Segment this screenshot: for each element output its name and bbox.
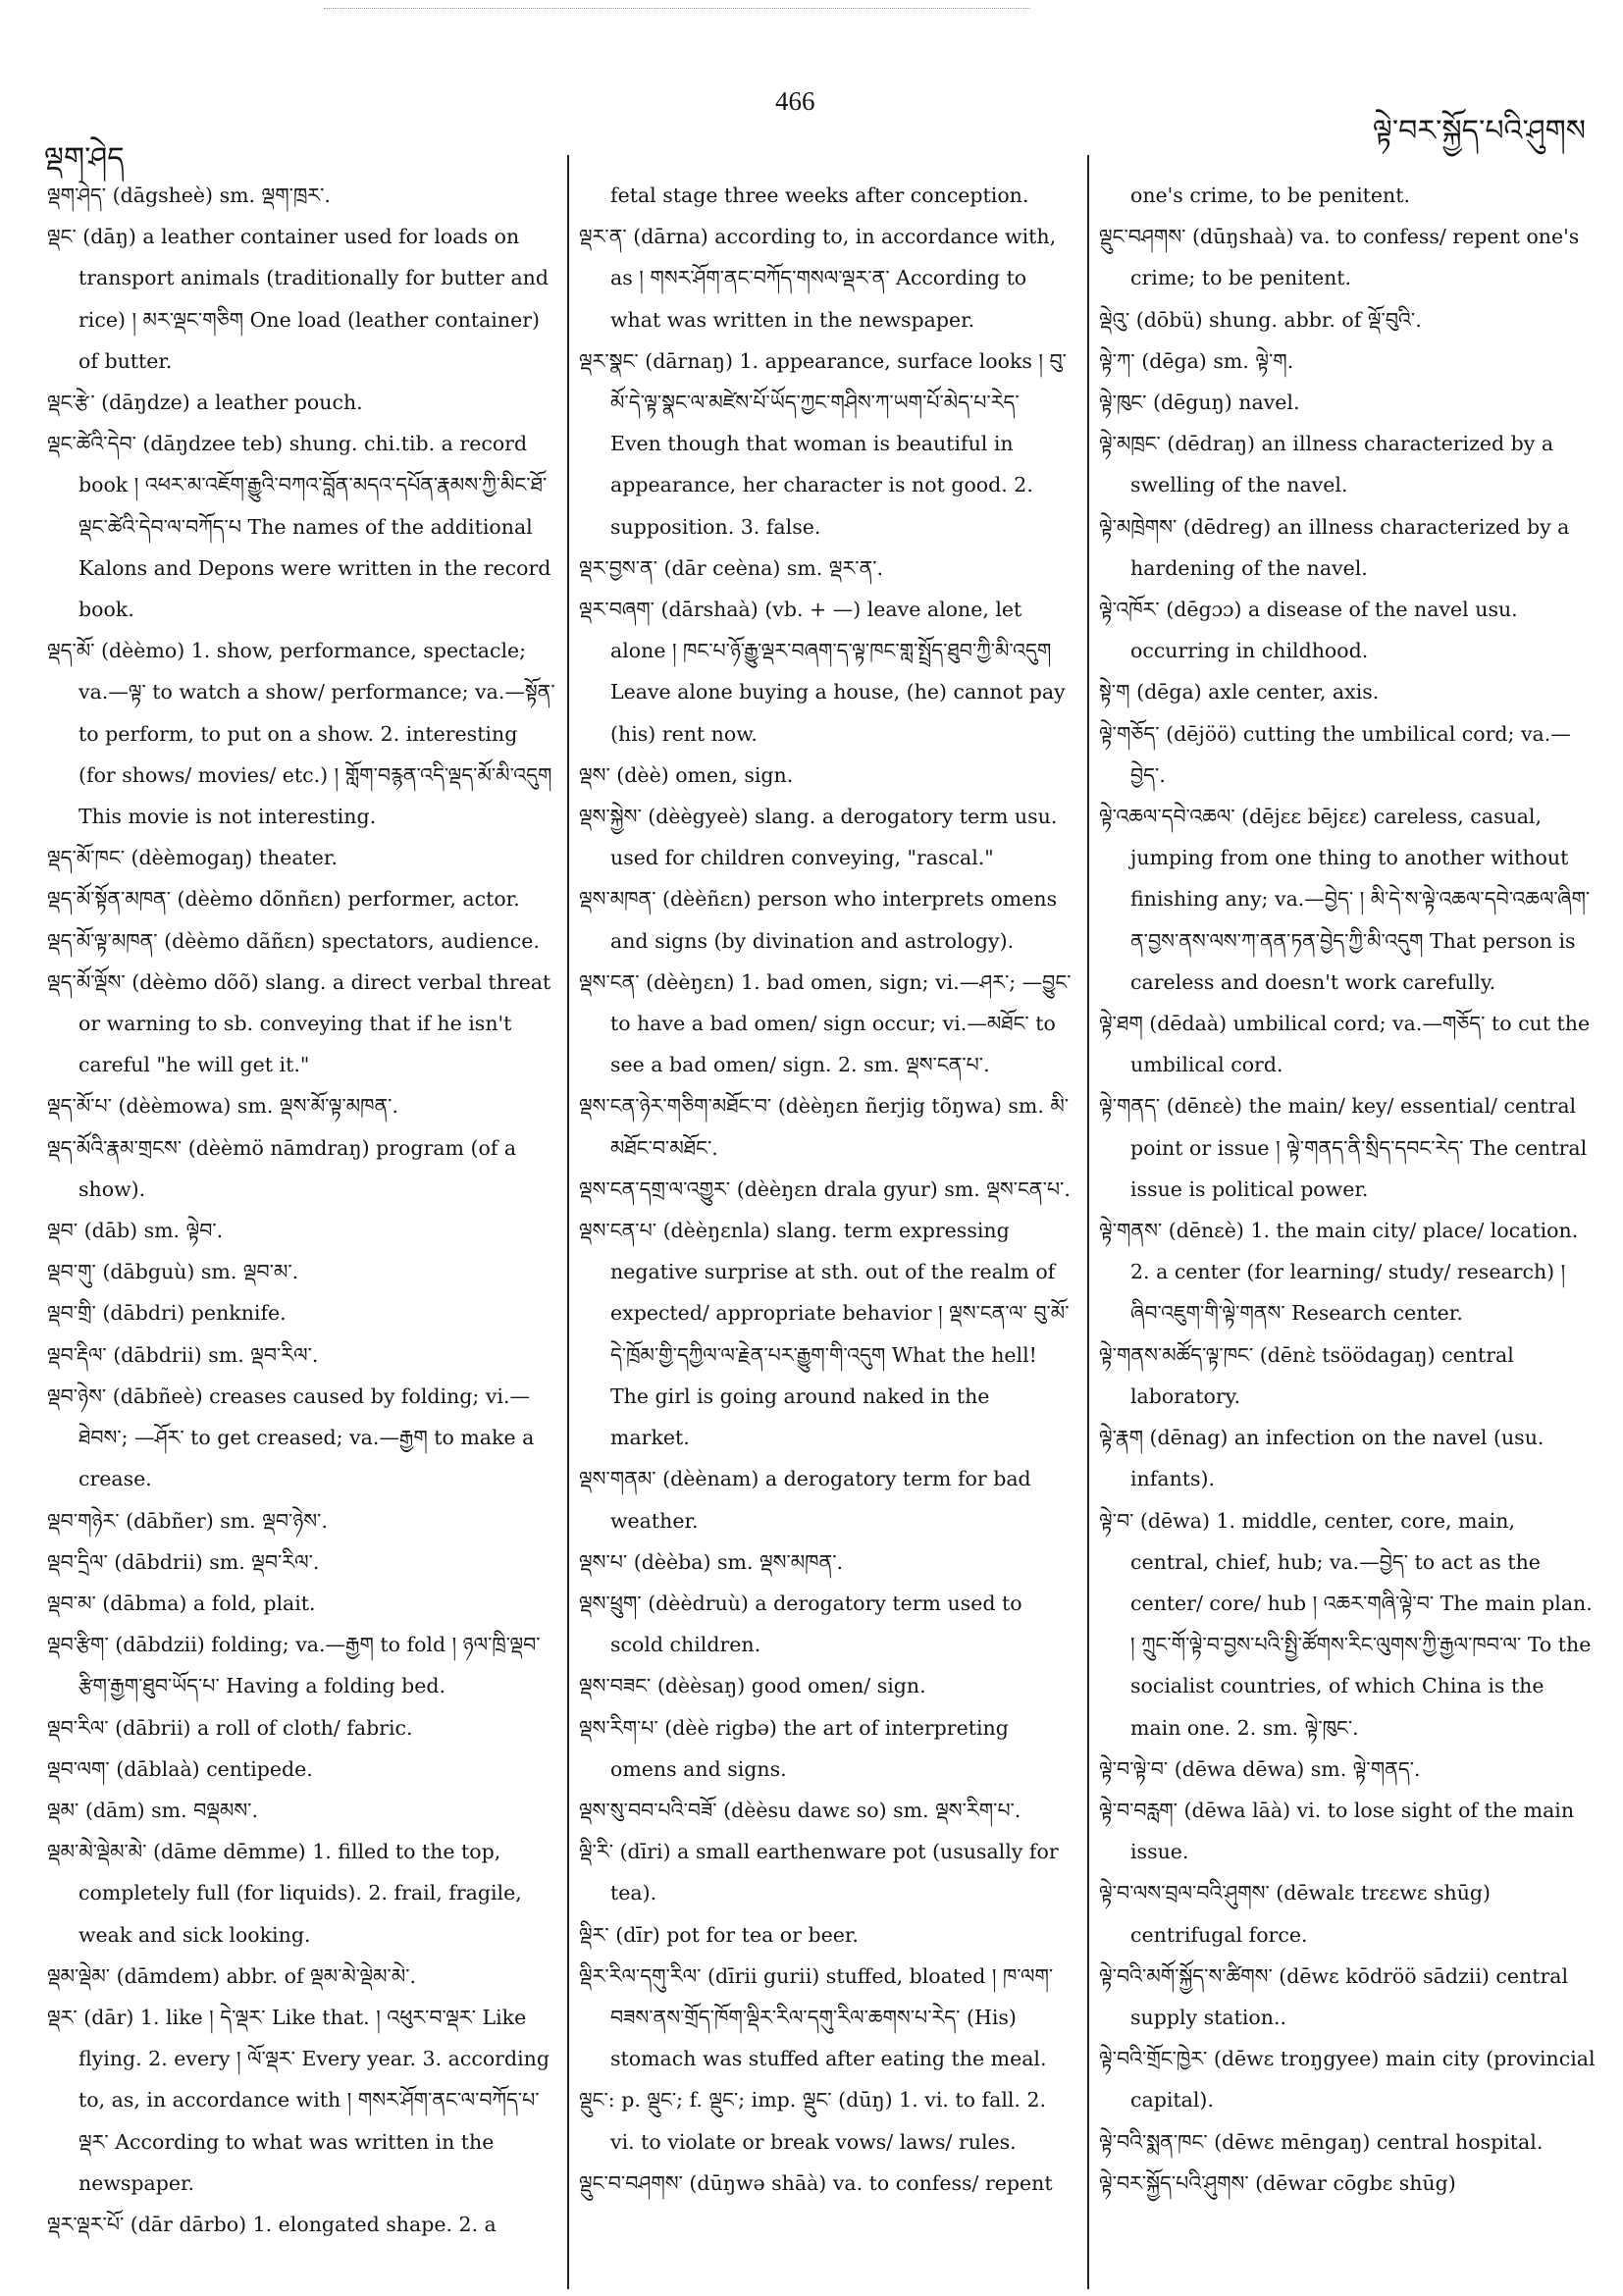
dictionary-entry: ལྟེ་བ་ལྟེ་བ་ (dēwa dēwa) sm. ལྟེ་གནད་. bbox=[1099, 1756, 1421, 1781]
dictionary-entry: ལྡུང་: p. ལྡུང་; f. ལྡུང་; imp. ལྡུང་ (dūŋ) 1. vi. to fall. 2. vi. to violate or break vows/ laws/ rules. bbox=[579, 2088, 1047, 2154]
entry-continuation: fetal stage three weeks after conception. bbox=[610, 183, 1029, 207]
dictionary-entry: ལྡབ་གྲི་ (dābdri) penknife. bbox=[47, 1301, 287, 1326]
dictionary-entry: ལྟེ་མཁྲང་ (dēdraŋ) an illness characterized by a swelling of the navel. bbox=[1099, 432, 1554, 497]
dictionary-entry: ལྡི་རི་ (dīri) a small earthenware pot (ususally for tea). bbox=[579, 1840, 1059, 1905]
dictionary-entry: ལྡང་རྩེ་ (dāŋdze) a leather pouch. bbox=[47, 391, 363, 415]
dictionary-entry: ལྡས་ཕྲུག་ (dèèdruù) a derogatory term used to scold children. bbox=[579, 1591, 1022, 1657]
dictionary-entry: ལྟེ་གཅོད་ (dējöö) cutting the umbilical cord; va.— བྱེད་. bbox=[1099, 721, 1571, 787]
dictionary-entry: ལྡབ་ལག་ (dāblaà) centipede. bbox=[47, 1756, 313, 1781]
dictionary-entry: ལྡར་ལྡར་པོ་ (dār dārbo) 1. elongated shape. 2. a bbox=[47, 2212, 497, 2236]
dictionary-entry: ལྡར་སྣང་ (dārnaŋ) 1. appearance, surface looks ། བུ་མོ་དེ་ལྟ་སྣང་ལ་མཛེས་པོ་ཡོད་ཀྱང་གཤིས་ཀ་ཡག་པོ་མེད་པ་རེད་ Even though that woman is beautiful in appearance, her character is not good. 2. supposition. 3. false. bbox=[579, 348, 1067, 539]
column-divider-1 bbox=[567, 155, 569, 2289]
dictionary-entry: ལྡུང་བཤགས་ (dūŋshaà) va. to confess/ repent one's crime; to be penitent. bbox=[1099, 225, 1580, 290]
dictionary-entry: ལྡག་ཤེད་ (dāgsheè) sm. ལྡག་ཁྲར་. bbox=[47, 183, 331, 207]
column-right bbox=[1099, 175, 1599, 2204]
dictionary-entry: ལྟེ་འཆལ་དབེ་འཆལ་ (dējɛɛ bējɛɛ) careless, casual, jumping from one thing to another without finishing any; va.—བྱེད་ ། མི་དེ་ས་ལྟེ་འཆལ་དབེ་འཆལ་ཞིག་ན་བྱས་ནས་ལས་ཀ་ནན་ཏན་བྱེད་ཀྱི་མི་འདུག That person is careless and doesn't work carefully. bbox=[1099, 805, 1591, 994]
dictionary-entry: ལྟེ་བར་སྐྱོད་པའི་ཤུགས་ (dēwar cōgbɛ shūg) bbox=[1099, 2170, 1456, 2195]
dictionary-entry: ལྡས་མཁན་ (dèèñɛn) person who interprets omens and signs (by divination and astrology). bbox=[579, 887, 1058, 953]
dictionary-entry: ལྡེའུ་ (dōbü) shung. abbr. of ལྡོ་བུའི་. bbox=[1099, 307, 1422, 332]
dictionary-entry: ལྡབ་རྩིག་ (dābdzii) folding; va.—རྒྱག to fold ། ཉལ་ཁྲི་ལྡབ་རྩིག་རྒྱག་ཐུབ་ཡོད་པ་ Having a folding bed. bbox=[47, 1633, 541, 1698]
dictionary-entry: ལྡར་ (dār) 1. like ། དེ་ལྡར་ Like that. ། འཕུར་བ་ལྡར་ Like flying. 2. every ། ལོ་ལྡར་ Every year. 3. according to, as, in accordance with ། གསར་ཤོག་ནང་ལ་བཀོད་པ་ལྡར་ According to what was written in the newspaper. bbox=[47, 2005, 550, 2195]
dictionary-entry: ལྟེ་ཐག (dēdaà) umbilical cord; va.—གཅོད་ to cut the umbilical cord. bbox=[1099, 1012, 1591, 1077]
dictionary-entry: ལྟེ་བའི་མགོ་སྐྱོད་ས་ཚིགས་ (dēwɛ kōdröö sādzii) central supply station.. bbox=[1099, 1963, 1569, 2029]
dictionary-entry: ལྡས་ (dèè) omen, sign. bbox=[579, 762, 794, 787]
top-dotted-rule bbox=[324, 8, 1030, 9]
dictionary-entry: ལྡས་བཟང་ (dèèsaŋ) good omen/ sign. bbox=[579, 1674, 926, 1698]
dictionary-entry: ལྟེ་ཁུང་ (dēguŋ) navel. bbox=[1099, 391, 1300, 415]
dictionary-entry: ལྡབ་ཉེས་ (dābñeè) creases caused by folding; vi.—ཐེབས་; —ཤོར་ to get creased; va.—རྒྱག to make a crease. bbox=[47, 1383, 535, 1491]
dictionary-entry: ལྡད་མོ་ལྡོས་ (dèèmo dõõ) slang. a direct verbal threat or warning to sb. conveying that if he isn't careful "he will get it." bbox=[47, 969, 551, 1077]
dictionary-entry: ལྡད་མོའི་རྣམ་གྲངས་ (dèèmö nāmdraŋ) program (of a show). bbox=[47, 1135, 517, 1201]
dictionary-entry: ལྡར་ན་ (dārna) according to, in accordance with, as ། གསར་ཤོག་ནང་བཀོད་གསལ་ལྡར་ན་ According to what was written in the newspaper. bbox=[579, 225, 1057, 332]
dictionary-entry: ལྟེ་རྣག (dēnag) an infection on the navel (usu. infants). bbox=[1099, 1426, 1544, 1491]
dictionary-entry: ལྡམ་ (dām) sm. བལྡམས་. bbox=[47, 1798, 258, 1822]
dictionary-entry: ལྟེ་བ་ལས་བྲལ་བའི་ཤུགས་ (dēwalɛ trɛɛwɛ shūg) centrifugal force. bbox=[1099, 1881, 1492, 1947]
dictionary-entry: ལྡས་གནམ་ (dèènam) a derogatory term for bad weather. bbox=[579, 1467, 1031, 1533]
dictionary-entry: ལྟེ་མཁྲེགས་ (dēdreg) an illness characterized by a hardening of the navel. bbox=[1099, 514, 1570, 580]
dictionary-entry: ལྟེ་བ་བརླག་ (dēwa lāà) vi. to lose sight of the main issue. bbox=[1099, 1798, 1575, 1864]
dictionary-entry: ལྡར་བཞག་ (dārshaà) (vb. + —) leave alone, let alone ། ཁང་པ་ཉོ་རྒྱུ་ལྡར་བཞག་ད་ལྟ་ཁང་གླ་སྤྲོད་ཐུབ་ཀྱི་མི་འདུག Leave alone buying a house, (he) cannot pay (his) rent now. bbox=[579, 598, 1066, 746]
dictionary-entry: ལྡམ་ལྡེམ་ (dāmdem) abbr. of ལྡམ་མེ་ལྡེམ་མེ་. bbox=[47, 1963, 417, 1988]
column-left bbox=[47, 175, 557, 2245]
dictionary-entry: ལྡང་ཚེའི་དེབ་ (dāŋdzee teb) shung. chi.tib. a record book ། འཕར་མ་འཇོག་རྒྱུའི་བཀའ་བློན་མདའ་དཔོན་རྣམས་ཀྱི་མིང་ཐོ་ལྡང་ཚེའི་དེབ་ལ་བཀོད་པ The names of the additional Kalons and Depons were written in the record book. bbox=[47, 432, 551, 622]
dictionary-entry: ལྡབ་ (dāb) sm. ལྟེབ་. bbox=[47, 1219, 224, 1243]
dictionary-entry: ལྟེ་ཀ་ (dēga) sm. ལྟེ་ག. bbox=[1099, 348, 1294, 373]
dictionary-entry: ལྡབ་མ་ (dābma) a fold, plait. bbox=[47, 1591, 316, 1615]
dictionary-entry: ལྟེ་འཁོར་ (dēgɔɔ) a disease of the navel usu. occurring in childhood. bbox=[1099, 598, 1518, 663]
dictionary-entry: ལྡར་བྱས་ན་ (dār ceèna) sm. ལྡར་ན་. bbox=[579, 555, 884, 580]
dictionary-entry: ལྡུང་བ་བཤགས་ (dūŋwə shāà) va. to confess/ repent bbox=[579, 2170, 1053, 2195]
dictionary-entry: ལྡད་མོ་པ་ (dèèmowa) sm. ལྡས་མོ་ལྟ་མཁན་. bbox=[47, 1094, 398, 1119]
dictionary-entry: ལྟེ་བའི་སྨན་ཁང་ (dēwɛ mēngaŋ) central hospital. bbox=[1099, 2129, 1544, 2154]
dictionary-entry: ལྡས་ངན་ཉེར་གཅིག་མཐོང་བ་ (dèèŋɛn ñerjig tõŋwa) sm. མི་མཐོང་བ་མཐོང་. bbox=[579, 1094, 1070, 1160]
dictionary-entry: ལྟེ་གནས་ (dēnɛè) 1. the main city/ place/ location. 2. a center (for learning/ study/ research) ། ཞིབ་འཇུག་གི་ལྟེ་གནས་ Research center. bbox=[1099, 1219, 1579, 1326]
dictionary-entry: ལྡད་མོ་ (dèèmo) 1. show, performance, spectacle; va.—ལྟ་ to watch a show/ performance; va.—སྟོན་ to perform, to put on a show. 2. interesting (for shows/ movies/ etc.) ། གློག་བརྙན་འདི་ལྡད་མོ་མི་འདུག This movie is not interesting. bbox=[47, 639, 555, 829]
dictionary-entry: ལྟེ་གནད་ (dēnɛè) the main/ key/ essential/ central point or issue ། ལྟེ་གནད་ནི་སྲིད་དབང་རེད་ The central issue is political power. bbox=[1099, 1094, 1588, 1201]
dictionary-entry: ལྡབ་གུ་ (dābguù) sm. ལྡབ་མ་. bbox=[47, 1260, 299, 1284]
entry-continuation: one's crime, to be penitent. bbox=[1130, 183, 1410, 207]
column-divider-2 bbox=[1087, 155, 1089, 2289]
left-guide-word: ལྡག་ཤེད bbox=[44, 141, 125, 176]
right-guide-word: ལྟེ་བར་སྐྱོད་པའི་ཤུགས bbox=[1372, 114, 1586, 148]
dictionary-entry: ལྡས་ངན་པ་ (dèèŋɛnla) slang. term expressing negative surprise at sth. out of the realm of expected/ appropriate behavior ། ལྡས་ངན་ལ་ བུ་མོ་དེ་ཁྲོམ་གྱི་དཀྱིལ་ལ་རྗེན་པར་རྒྱུག་གི་འདུག What the hell! The girl is going around naked in the market. bbox=[579, 1219, 1070, 1450]
dictionary-entry: ལྡབ་རྡིལ་ (dābdrii) sm. ལྡབ་རིལ་. bbox=[47, 1342, 319, 1367]
dictionary-entry: ལྡད་མོ་ཁང་ (dèèmogaŋ) theater. bbox=[47, 846, 338, 870]
dictionary-entry: ལྡིར་ (dīr) pot for tea or beer. bbox=[579, 1922, 859, 1947]
dictionary-entry: ལྡམ་མེ་ལྡེམ་མེ་ (dāme dēmme) 1. filled to the top, completely full (for liquids). 2. frail, fragile, weak and sick looking. bbox=[47, 1840, 522, 1947]
dictionary-entry: ལྟེ་བའི་གྲོང་ཁྱེར་ (dēwɛ troŋgyee) main city (provincial capital). bbox=[1099, 2047, 1596, 2113]
dictionary-entry: ལྡས་ངན་དགྲ་ལ་འགྱུར་ (dèèŋɛn drala gyur) sm. ལྡས་ངན་པ་. bbox=[579, 1176, 1071, 1201]
dictionary-entry: སྟེ་ག (dēga) axle center, axis. bbox=[1099, 680, 1380, 704]
dictionary-entry: ལྡས་པ་ (dèèba) sm. ལྡས་མཁན་. bbox=[579, 1549, 844, 1574]
dictionary-entry: ལྡས་རིག་པ་ (dèè rigbə) the art of interpreting omens and signs. bbox=[579, 1715, 1009, 1781]
dictionary-entry: ལྡད་མོ་སྟོན་མཁན་ (dèèmo dõnñɛn) performer, actor. bbox=[47, 887, 520, 912]
dictionary-entry: ལྡིར་རིལ་དགུ་རིལ་ (dīrii gurii) stuffed, bloated ། ཁ་ལག་བཟས་ནས་གྲོད་ཁོག་ལྡིར་རིལ་དགུ་རིལ་ཆགས་པ་རེད་ (His) stomach was stuffed after eating the meal. bbox=[579, 1963, 1054, 2071]
dictionary-entry: ལྡས་སྐྱེས་ (dèègyeè) slang. a derogatory term usu. used for children conveying, "rascal." bbox=[579, 805, 1058, 870]
dictionary-entry: ལྡས་སུ་བབ་པའི་བཟོ་ (dèèsu dawɛ so) sm. ལྡས་རིག་པ་. bbox=[579, 1798, 1021, 1822]
dictionary-entry: ལྡབ་དྲིལ་ (dābdrii) sm. ལྡབ་རིལ་. bbox=[47, 1549, 320, 1574]
dictionary-entry: ལྡང་ (dāŋ) a leather container used for loads on transport animals (traditionally for butter and rice) ། མར་ལྡང་གཅིག One load (leather container) of butter. bbox=[47, 225, 549, 373]
dictionary-entry: ལྡབ་གཉེར་ (dābñer) sm. ལྡབ་ཉེས་. bbox=[47, 1508, 328, 1533]
dictionary-entry: ལྟེ་བ་ (dēwa) 1. middle, center, core, main, central, chief, hub; va.—བྱེད་ to act as the center/ core/ hub ། འཆར་གཞི་ལྟེ་བ་ The main plan. ། ཀྲུང་གོ་ལྟེ་བ་བྱས་པའི་སྤྱི་ཚོགས་རིང་ལུགས་ཀྱི་རྒྱལ་ཁབ་ལ་ To the socialist countries, of which China is the main one. 2. sm. ལྟེ་ཁུང་. bbox=[1099, 1508, 1593, 1740]
column-middle bbox=[579, 175, 1074, 2204]
dictionary-entry: ལྡབ་རིལ་ (dābrii) a roll of cloth/ fabric. bbox=[47, 1715, 413, 1740]
dictionary-entry: ལྡས་ངན་ (dèèŋɛn) 1. bad omen, sign; vi.—ཤར་; —བྱུང་ to have a bad omen/ sign occur; vi.—མཐོང་ to see a bad omen/ sign. 2. sm. ལྡས་ངན་པ་. bbox=[579, 969, 1072, 1077]
page-number: 466 bbox=[775, 86, 815, 116]
dictionary-entry: ལྟེ་གནས་མཚོད་ལྟ་ཁང་ (dēnɛ̀ tsöödagaŋ) central laboratory. bbox=[1099, 1342, 1514, 1408]
dictionary-entry: ལྡད་མོ་ལྟ་མཁན་ (dèèmo dãñɛn) spectators, audience. bbox=[47, 928, 540, 953]
